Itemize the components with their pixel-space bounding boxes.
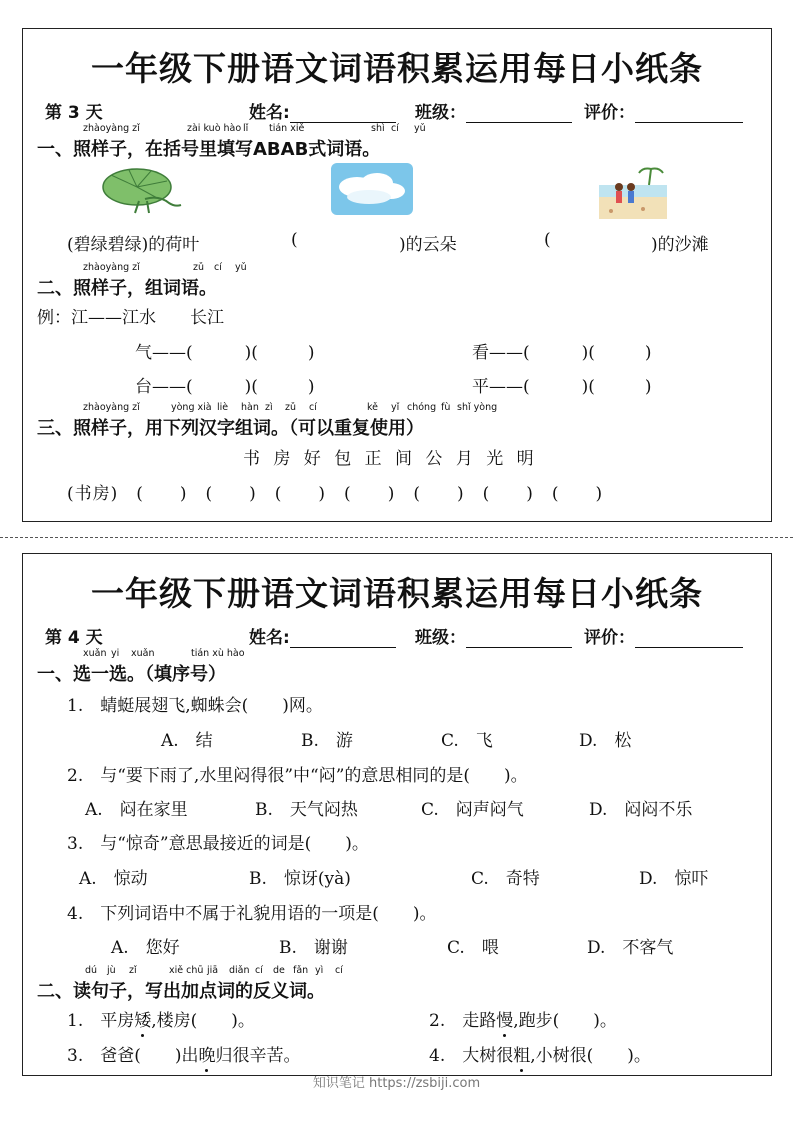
q4-opt-c[interactable]: C. 喂 xyxy=(447,938,499,958)
class-field[interactable] xyxy=(415,98,572,123)
s2-item-2[interactable]: 2. 走路慢,跑步( )。 xyxy=(429,1011,617,1031)
grade-field[interactable] xyxy=(584,623,743,648)
name-label: 姓名: xyxy=(249,103,290,123)
name-field[interactable] xyxy=(249,98,396,123)
class-blank[interactable] xyxy=(466,104,572,123)
grade-blank[interactable] xyxy=(635,104,743,123)
footer-watermark: 知识笔记 https://zsbiji.com xyxy=(312,1076,481,1091)
section3-heading: zhàoyàng zǐ yòng xià liè hàn zì zǔ cí kě yǐ chóng fù shǐ yòng 三、照样子，用下列汉字组词。（可以重复使用） xyxy=(37,402,498,439)
q1-text: 1. 蜻蜓展翅飞,蜘蛛会( )网。 xyxy=(67,696,323,716)
day-label: 第 4 天 xyxy=(45,628,103,648)
lotus-leaf-image xyxy=(99,165,183,215)
q3-opt-c[interactable]: C. 奇特 xyxy=(471,869,540,889)
s1-blank-beach-open[interactable]: ( xyxy=(544,230,551,250)
q3-opt-a[interactable]: A. 惊动 xyxy=(79,869,148,889)
s2-item-4[interactable]: 4. 大树很粗,小树很( )。 xyxy=(429,1046,651,1066)
worksheet-card-day4 xyxy=(22,553,772,1076)
q2-opt-c[interactable]: C. 闷声闷气 xyxy=(421,800,524,820)
class-field[interactable] xyxy=(415,623,572,648)
section1-heading: zhàoyàng zǐ zài kuò hào lǐ tián xiě shì cí yǔ 一、照样子，在括号里填写ABAB式词语。 xyxy=(37,123,426,160)
s1-item-cloud: )的云朵 xyxy=(399,235,457,255)
q2-opt-b[interactable]: B. 天气闷热 xyxy=(255,800,358,820)
section2-heading: zhàoyàng zǐ zǔ cí yǔ 二、照样子，组词语。 xyxy=(37,262,247,299)
grade-label: 评价： xyxy=(584,628,635,648)
q3-text: 3. 与“惊奇”意思最接近的词是( )。 xyxy=(67,834,369,854)
dotted-word: 慢 xyxy=(496,1011,514,1031)
q1-opt-b[interactable]: B. 游 xyxy=(301,731,353,751)
class-label: 班级： xyxy=(415,103,466,123)
grade-field[interactable] xyxy=(584,98,743,123)
q4-text: 4. 下列词语中不属于礼貌用语的一项是( )。 xyxy=(67,904,437,924)
grade-label: 评价： xyxy=(584,103,635,123)
dotted-word: 粗 xyxy=(513,1046,531,1066)
q2-text: 2. 与“要下雨了,水里闷得很”中“闷”的意思相同的是( )。 xyxy=(67,766,528,786)
section1-heading: xuǎn yi xuǎn tián xù hào 一、选一选。（填序号） xyxy=(37,648,245,685)
s2-row1-left[interactable]: 气——( )( ) xyxy=(135,343,315,363)
s2-example: 例：江——江水 长江 xyxy=(37,308,224,328)
s2-row2-right[interactable]: 平——( )( ) xyxy=(472,377,652,397)
clouds-image xyxy=(331,163,413,215)
s2-row2-left[interactable]: 台——( )( ) xyxy=(135,377,315,397)
name-blank[interactable] xyxy=(290,104,396,123)
s3-chars: 书 房 好 包 正 间 公 月 光 明 xyxy=(243,449,538,469)
grade-blank[interactable] xyxy=(635,629,743,648)
q1-opt-a[interactable]: A. 结 xyxy=(161,731,213,751)
section2-heading: dú jù zǐ xiě chū jiā diǎn cí de fǎn yì cí 二、读句子，写出加点词的反义词。 xyxy=(37,965,343,1002)
name-label: 姓名: xyxy=(249,628,290,648)
dotted-word: 晚 xyxy=(198,1046,216,1066)
q1-opt-c[interactable]: C. 飞 xyxy=(441,731,493,751)
q3-opt-d[interactable]: D. 惊吓 xyxy=(639,869,709,889)
q1-opt-d[interactable]: D. 松 xyxy=(579,731,632,751)
beach-image xyxy=(599,165,667,219)
q4-opt-a[interactable]: A. 您好 xyxy=(111,938,180,958)
q4-opt-d[interactable]: D. 不客气 xyxy=(587,938,674,958)
s2-item-3[interactable]: 3. 爸爸( )出晚归很辛苦。 xyxy=(67,1046,301,1066)
q3-opt-b[interactable]: B. 惊讶(yà) xyxy=(249,869,351,889)
dotted-word: 矮 xyxy=(134,1011,152,1031)
day-label: 第 3 天 xyxy=(45,103,103,123)
card-title: 一年级下册语文词语积累运用每日小纸条 xyxy=(91,49,703,88)
s1-item-lotus: (碧绿碧绿)的荷叶 xyxy=(67,235,200,255)
cut-line xyxy=(0,537,793,538)
q2-opt-d[interactable]: D. 闷闷不乐 xyxy=(589,800,693,820)
class-label: 班级： xyxy=(415,628,466,648)
name-blank[interactable] xyxy=(290,629,396,648)
card-title: 一年级下册语文词语积累运用每日小纸条 xyxy=(91,574,703,613)
s1-item-beach: )的沙滩 xyxy=(651,235,709,255)
name-field[interactable] xyxy=(249,623,396,648)
q2-opt-a[interactable]: A. 闷在家里 xyxy=(85,800,188,820)
s3-answers[interactable]: (书房) ( ) ( ) ( ) ( ) ( ) ( ) ( ) xyxy=(67,484,604,504)
s2-row1-right[interactable]: 看——( )( ) xyxy=(472,343,652,363)
class-blank[interactable] xyxy=(466,629,572,648)
q4-opt-b[interactable]: B. 谢谢 xyxy=(279,938,348,958)
s1-blank-cloud-open[interactable]: ( xyxy=(291,230,298,250)
s2-item-1[interactable]: 1. 平房矮,楼房( )。 xyxy=(67,1011,255,1031)
worksheet-card-day3 xyxy=(22,28,772,522)
